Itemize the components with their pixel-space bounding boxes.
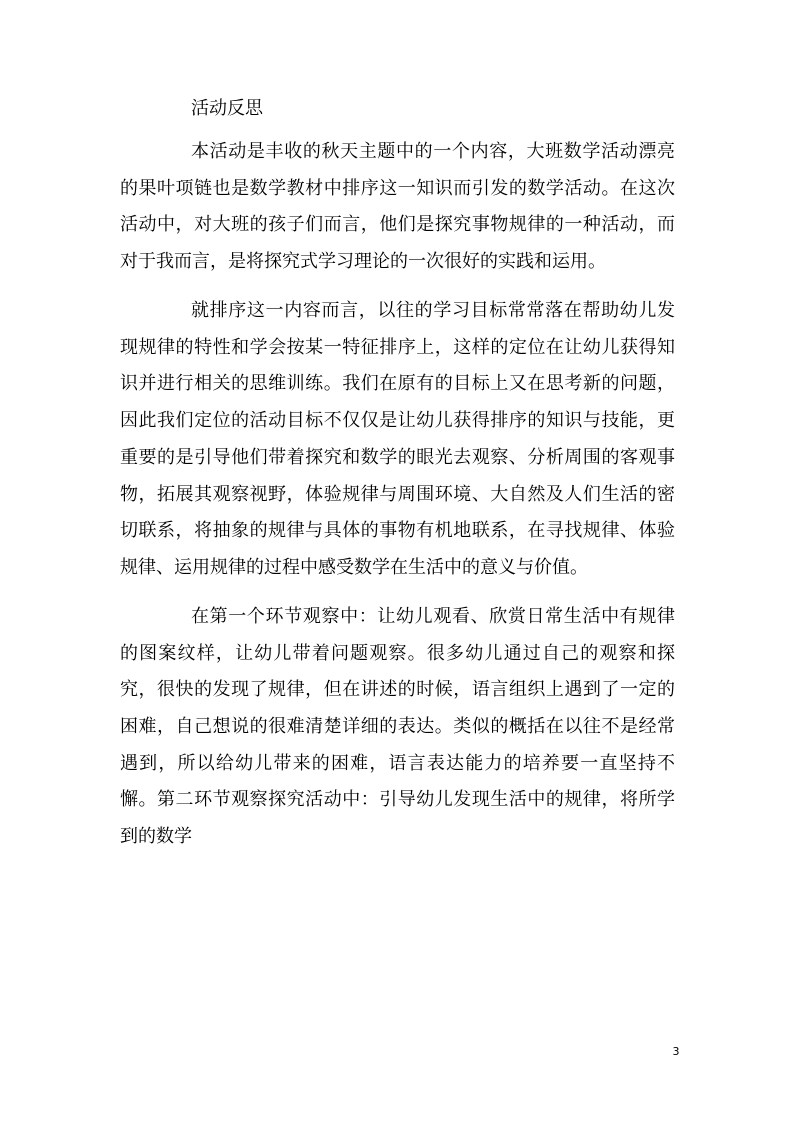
paragraph-1: 本活动是丰收的秋天主题中的一个内容，大班数学活动漂亮的果叶项链也是数学教材中排序这一知识而引发的数学活动。在这次活动中，对大班的孩子们而言，他们是探究事物规律的一种活动，而对于我而言，是将探究式学习理论的一次很好的实践和运用。 bbox=[120, 141, 675, 273]
section-heading: 活动反思 bbox=[191, 98, 263, 119]
paragraph-3: 在第一个环节观察中：让幼儿观看、欣赏日常生活中有规律的图案纹样，让幼儿带着问题观察。很多幼儿通过自己的观察和探究，很快的发现了规律，但在讲述的时候，语言组织上遇到了一定的困难，自己想说的很难清楚详细的表达。类似的概括在以往不是经常遇到，所以给幼儿带来的困难，语言表达能力的培养要一直坚持不懈。第二环节观察探究活动中：引导幼儿发现生活中的规律，将所学到的数学 bbox=[120, 605, 675, 848]
paragraph-2: 就排序这一内容而言，以往的学习目标常常落在帮助幼儿发现规律的特性和学会按某一特征排序上，这样的定位在让幼儿获得知识并进行相关的思维训练。我们在原有的目标上又在思考新的问题，因此我们定位的活动目标不仅仅是让幼儿获得排序的知识与技能，更重要的是引导他们带着探究和数学的眼光去观察、分析周围的客观事物，拓展其观察视野，体验规律与周围环境、大自然及人们生活的密切联系，将抽象的规律与具体的事物有机地联系，在寻找规律、体验规律、运用规律的过程中感受数学在生活中的意义与价值。 bbox=[120, 300, 675, 578]
document-body bbox=[120, 134, 675, 856]
page-number: 3 bbox=[672, 1045, 680, 1058]
